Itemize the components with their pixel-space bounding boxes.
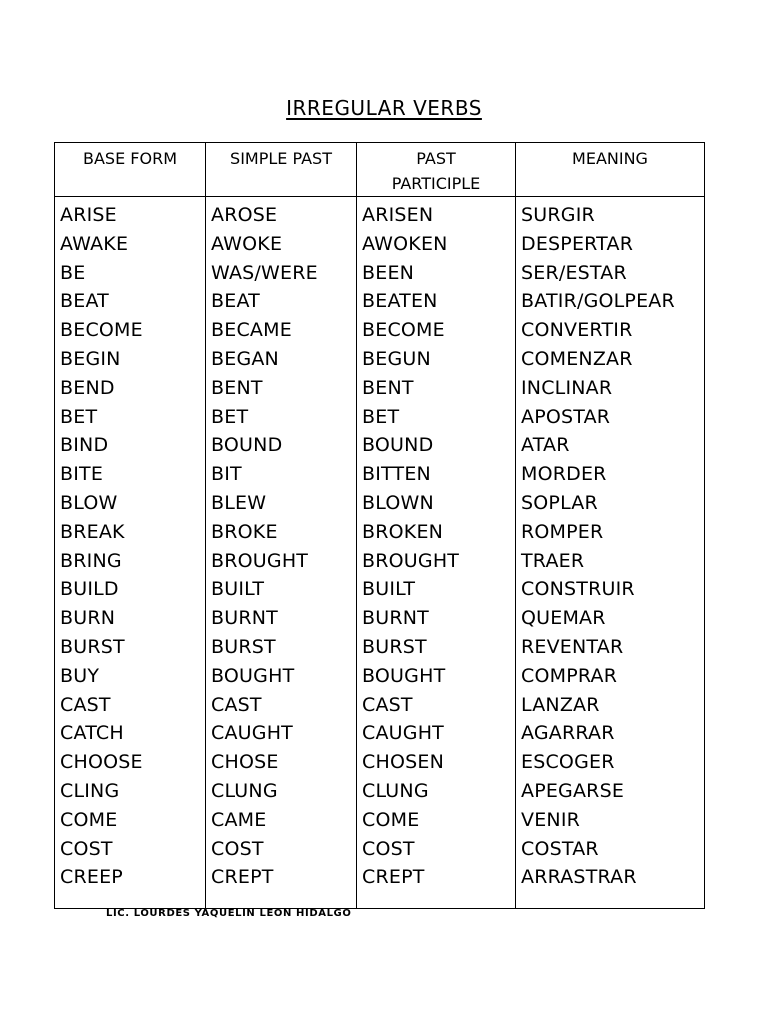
participle-word: AWOKEN: [362, 232, 448, 255]
meaning-word: BATIR/GOLPEAR: [521, 290, 675, 313]
participle-word: BLOWN: [362, 491, 434, 514]
past-word: CREPT: [211, 866, 274, 889]
meaning-column: [516, 197, 705, 909]
past-participle-column: [357, 197, 516, 909]
participle-word: BECOME: [362, 319, 445, 342]
past-word: BENT: [211, 376, 263, 399]
participle-word: CREPT: [362, 866, 425, 889]
base-word: CAST: [60, 693, 111, 716]
past-word: BROUGHT: [211, 549, 309, 572]
base-word: BE: [60, 261, 86, 284]
meaning-word: SOPLAR: [521, 491, 598, 514]
irregular-verbs-table: [54, 142, 705, 909]
past-word: AWOKE: [211, 232, 283, 255]
meaning-word: COMENZAR: [521, 347, 633, 370]
base-word: COME: [60, 808, 118, 831]
participle-word: CHOSEN: [362, 751, 444, 774]
base-word: CATCH: [60, 722, 124, 745]
base-word: BURN: [60, 607, 116, 630]
participle-word: BOUGHT: [362, 664, 446, 687]
past-word: BECAME: [211, 319, 292, 342]
base-word: BECOME: [60, 319, 143, 342]
meaning-word: CONVERTIR: [521, 319, 633, 342]
participle-word: BOUND: [362, 434, 434, 457]
past-word: BROKE: [211, 520, 278, 543]
past-word: BIT: [211, 463, 242, 486]
base-word: BIND: [60, 434, 109, 457]
participle-word: BEEN: [362, 261, 415, 284]
base-form-column: [55, 197, 206, 909]
base-word: COST: [60, 837, 113, 860]
participle-word: BROUGHT: [362, 549, 460, 572]
past-word: BEGAN: [211, 347, 279, 370]
meaning-word: APEGARSE: [521, 779, 625, 802]
base-word: ARISE: [60, 204, 117, 226]
participle-word: BUILT: [362, 578, 416, 601]
past-word: COST: [211, 837, 264, 860]
header-past-participle: [357, 143, 516, 197]
past-word: CAUGHT: [211, 722, 293, 745]
header-base-form: BASE FORM: [55, 143, 206, 197]
base-word: BREAK: [60, 520, 125, 543]
base-word: BEAT: [60, 290, 109, 313]
participle-word: BROKEN: [362, 520, 444, 543]
participle-word: COME: [362, 808, 420, 831]
base-word: CLING: [60, 779, 120, 802]
header-simple-past: SIMPLE PAST: [206, 143, 357, 197]
base-word: BEND: [60, 376, 115, 399]
meaning-word: AGARRAR: [521, 722, 615, 745]
participle-word: BITTEN: [362, 463, 431, 486]
header-meaning: MEANING: [516, 143, 705, 197]
participle-word: BURST: [362, 635, 427, 658]
participle-word: BENT: [362, 376, 414, 399]
past-word: BET: [211, 405, 249, 428]
participle-word: BURNT: [362, 607, 429, 630]
meaning-word: VENIR: [521, 808, 581, 831]
base-word: BRING: [60, 549, 122, 572]
meaning-word: ATAR: [521, 434, 570, 457]
meaning-word: QUEMAR: [521, 607, 606, 630]
past-word: BOUND: [211, 434, 283, 457]
meaning-word: LANZAR: [521, 693, 600, 716]
meaning-word: CONSTRUIR: [521, 578, 635, 601]
meaning-word: INCLINAR: [521, 376, 613, 399]
meaning-word: MORDER: [521, 463, 607, 486]
past-word: BURST: [211, 635, 276, 658]
base-word: BET: [60, 405, 98, 428]
base-word: BITE: [60, 463, 104, 486]
past-word: CLUNG: [211, 779, 278, 802]
meaning-word: ARRASTRAR: [521, 866, 637, 889]
participle-word: COST: [362, 837, 415, 860]
base-word: BURST: [60, 635, 125, 658]
base-word: CREEP: [60, 866, 123, 889]
past-word: BURNT: [211, 607, 278, 630]
past-word: BUILT: [211, 578, 265, 601]
base-word: BUILD: [60, 578, 119, 601]
base-word: BUY: [60, 664, 100, 687]
participle-word: CAUGHT: [362, 722, 444, 745]
meaning-word: REVENTAR: [521, 635, 624, 658]
meaning-word: SURGIR: [521, 204, 595, 226]
meaning-word: TRAER: [521, 549, 585, 572]
base-word: BEGIN: [60, 347, 121, 370]
meaning-word: COSTAR: [521, 837, 599, 860]
past-word: WAS/WERE: [211, 261, 318, 284]
past-word: BOUGHT: [211, 664, 295, 687]
participle-word: CLUNG: [362, 779, 429, 802]
past-word: CAME: [211, 808, 267, 831]
table-header-row: [55, 143, 705, 197]
base-word: AWAKE: [60, 232, 129, 255]
past-word: BEAT: [211, 290, 260, 313]
meaning-word: ESCOGER: [521, 751, 615, 774]
participle-word: BEGUN: [362, 347, 431, 370]
past-word: CAST: [211, 693, 262, 716]
past-word: BLEW: [211, 491, 267, 514]
table-body-row: [55, 197, 705, 909]
participle-word: ARISEN: [362, 204, 434, 226]
page-title: IRREGULAR VERBS: [286, 96, 482, 120]
participle-word: CAST: [362, 693, 413, 716]
header-past-participle-line2: PARTICIPLE: [391, 174, 481, 193]
header-past-participle-line1: PAST: [416, 149, 456, 168]
base-word: CHOOSE: [60, 751, 143, 774]
meaning-word: ROMPER: [521, 520, 604, 543]
simple-past-column: [206, 197, 357, 909]
meaning-word: DESPERTAR: [521, 232, 634, 255]
past-word: AROSE: [211, 204, 278, 226]
meaning-word: APOSTAR: [521, 405, 611, 428]
meaning-word: COMPRAR: [521, 664, 618, 687]
base-word: BLOW: [60, 491, 118, 514]
past-word: CHOSE: [211, 751, 279, 774]
meaning-word: SER/ESTAR: [521, 261, 627, 284]
participle-word: BET: [362, 405, 400, 428]
participle-word: BEATEN: [362, 290, 438, 313]
author-credit: LIC. LOURDES YAQUELIN LEON HIDALGO: [106, 908, 352, 919]
